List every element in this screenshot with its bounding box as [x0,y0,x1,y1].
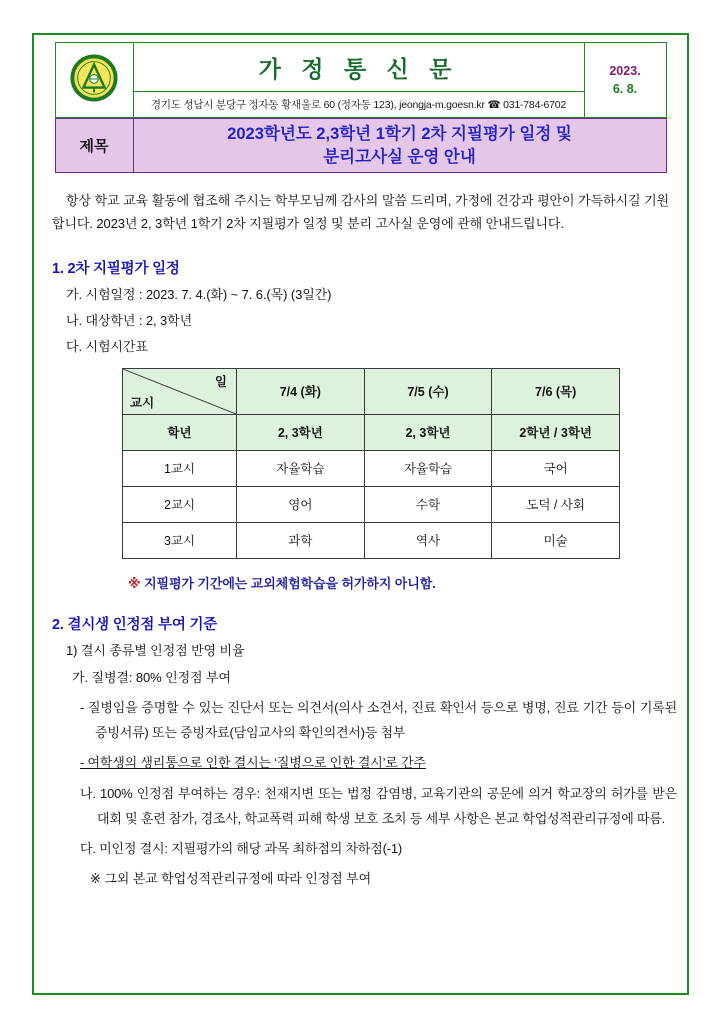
period-label-2: 2교시 [123,486,237,522]
issue-date-cell [584,43,666,118]
section1-item-a: 가. 시험일정 : 2023. 7. 4.(화) ~ 7. 6.(목) (3일간) [66,286,332,302]
corner-header-cell [123,368,237,414]
issue-date-year: 2023. [609,63,641,78]
section1-item-b: 나. 대상학년 : 2, 3학년 [66,312,193,328]
exam-schedule-table [122,368,620,559]
subject-label: 제목 [55,119,133,173]
school-address: 경기도 성남시 분당구 정자동 황새울로 60 (정자동 123), jeongja-m.goesn.kr ☎ 031-784-6702 [150,99,567,111]
grade-cell-day3: 2학년 / 3학년 [492,414,620,450]
school-emblem-icon [70,54,118,102]
section2-item-c-text: 다. 미인정 결시: 지필평가의 해당 과목 최하점의 차하점(-1) [80,841,402,857]
section2-heading: 2. 결시생 인정점 부여 기준 [52,616,218,633]
paper-title-cell [133,43,584,118]
column-header-day2: 7/5 (수) [364,368,492,414]
subject-r2-c2: 수학 [364,486,492,522]
subject-r1-c3: 국어 [492,450,620,486]
school-logo-cell [55,43,133,118]
table-row [123,522,620,558]
issue-date-monthday: 6. 8. [612,82,638,96]
table-grade-row [123,414,620,450]
period-label-1: 1교시 [123,450,237,486]
column-header-day3: 7/6 (목) [492,368,620,414]
section1-heading: 1. 2차 지필평가 일정 [52,260,180,277]
section1-note [128,573,677,592]
subject-r3-c2: 역사 [364,522,492,558]
intro-paragraph: 항상 학교 교육 활동에 협조해 주시는 학부모님께 감사의 말씀 드리며, 가정에 건강과 평안이 가득하시길 기원합니다. 2023년 2, 3학년 1학기 2차 지필평가 일정 및 분리 고사실 운영에 관해 안내드립니다. [52,193,669,231]
section2-item-1: 1) 결시 종류별 인정점 반영 비율 [66,642,245,658]
paper-title: 가 정 통 신 문 [134,43,584,92]
section2-dash-1-text: - 질병임을 증명할 수 있는 진단서 또는 의견서(의사 소견서, 진료 확인서 등으로 병명, 진료 기간 등이 기록된 증빙서류) 또는 증빙자료(담임교사의 확인의견서)등 첨부 [80,699,677,741]
note-mark-icon: ※ [128,575,141,591]
subject-r1-c2: 자율학습 [364,450,492,486]
section2-item-b [80,781,677,832]
grade-cell-day1: 2, 3학년 [237,414,365,450]
table-header-row [123,368,620,414]
subject-r1-c1: 자율학습 [237,450,365,486]
section2-item-b-text: 나. 100% 인정점 부여하는 경우: 천재지변 또는 법정 감염병, 교육기관의 공문에 의거 학교장의 허가를 받은 대회 및 훈련 참가, 경조사, 학교폭력 피해 학생 보호 조치 등 세부 사항은 본교 학업성적관리규정에 따름. [80,785,677,827]
page-content [32,33,689,995]
subject-r3-c1: 과학 [237,522,365,558]
subject-title-line1: 2023학년도 2,3학년 1학기 2차 지필평가 일정 및 [227,125,572,144]
section1-item-c: 다. 시험시간표 [66,339,148,355]
section2-note [90,868,677,887]
section2-item-a: 가. 질병결: 80% 인정점 부여 [72,669,231,685]
section1-note-text: 지필평가 기간에는 교외체험학습을 허가하지 아니함. [144,575,436,591]
section2-dash-1 [80,695,677,746]
schedule-table-wrap [122,368,677,559]
masthead [55,42,667,118]
note-mark-icon: ※ [90,870,101,886]
section2-dash-2 [80,750,677,775]
table-row [123,486,620,522]
table-row [123,450,620,486]
subject-title [133,119,666,173]
period-label-3: 3교시 [123,522,237,558]
section2-dash-2-text: - 여학생의 생리통으로 인한 결시는 ‘질병으로 인한 결시’로 간주 [80,755,426,771]
subject-title-line2: 분리고사실 운영 안내 [323,147,476,166]
column-header-day1: 7/4 (화) [237,368,365,414]
subject-r2-c1: 영어 [237,486,365,522]
grade-cell-day2: 2, 3학년 [364,414,492,450]
section2-note-text: 그외 본교 학업성적관리규정에 따라 인정점 부여 [104,870,372,886]
corner-day-label: 일 [214,374,227,389]
subject-bar [55,118,667,173]
section2-item-c [80,836,677,861]
grade-row-label: 학년 [123,414,237,450]
subject-r2-c3: 도덕 / 사회 [492,486,620,522]
subject-r3-c3: 미술 [492,522,620,558]
corner-period-label: 교시 [130,395,155,410]
